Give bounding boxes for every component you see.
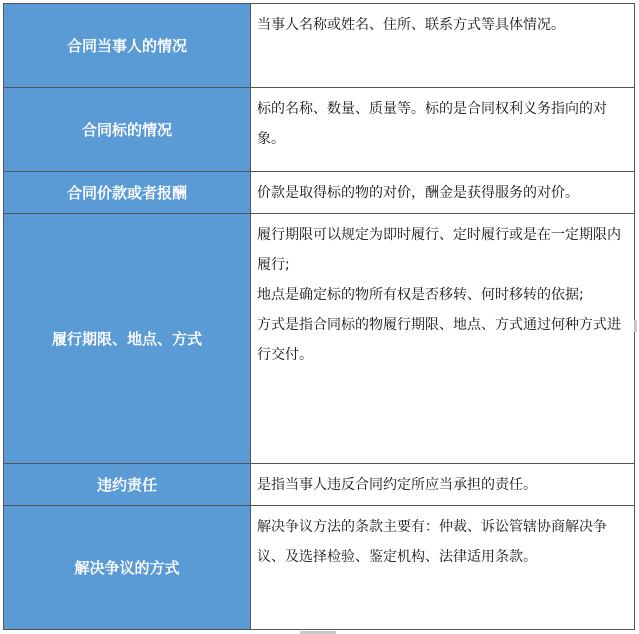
row-label-price: 合同价款或者报酬 (4, 172, 251, 214)
row-label-subject: 合同标的情况 (4, 88, 251, 172)
row-label-liability: 违约责任 (4, 464, 251, 506)
row-content-dispute (251, 506, 635, 630)
table-row (4, 506, 635, 630)
column-resize-marker (634, 320, 637, 332)
content-line: 是指当事人违反合同约定所应当承担的责任。 (257, 477, 537, 493)
table-row (4, 464, 635, 506)
row-label-performance: 履行期限、地点、方式 (4, 214, 251, 464)
table-row (4, 214, 635, 464)
table-row (4, 88, 635, 172)
content-line: 标的名称、数量、质量等。标的是合同权利义务指向的对象。 (257, 101, 607, 147)
content-line: 解决争议方法的条款主要有：仲裁、诉讼管辖协商解决争议、及选择检验、鉴定机构、法律适用条款。 (257, 519, 607, 565)
row-content-performance (251, 214, 635, 464)
content-line: 方式是指合同标的物履行期限、地点、方式通过何种方式进行交付。 (257, 317, 621, 363)
content-line: 履行期限可以规定为即时履行、定时履行或是在一定期限内履行; (257, 227, 621, 273)
table-row (4, 4, 635, 88)
table-row (4, 172, 635, 214)
row-label-parties: 合同当事人的情况 (4, 4, 251, 88)
content-line: 当事人名称或姓名、住所、联系方式等具体情况。 (257, 17, 565, 33)
row-content-liability (251, 464, 635, 506)
row-content-parties (251, 4, 635, 88)
row-content-subject (251, 88, 635, 172)
contract-terms-table (3, 3, 635, 630)
row-label-dispute: 解决争议的方式 (4, 506, 251, 630)
content-line: 地点是确定标的物所有权是否移转、何时移转的依据; (257, 287, 584, 303)
content-line: 价款是取得标的物的对价，酬金是获得服务的对价。 (257, 185, 579, 201)
row-content-price (251, 172, 635, 214)
